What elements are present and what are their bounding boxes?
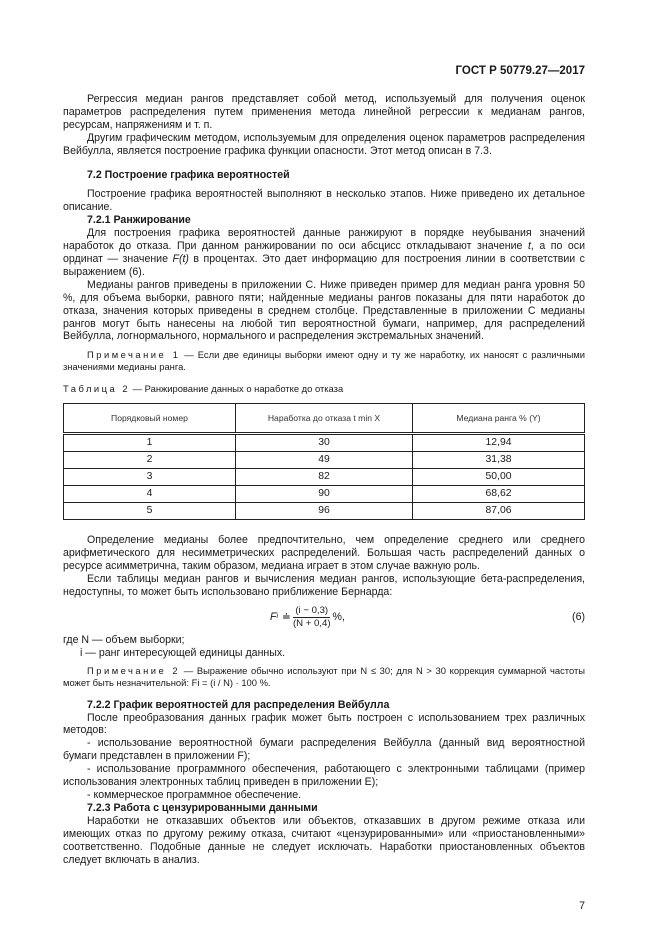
paragraph-text: Медианы рангов приведены в приложении С. Ниже приведен пример для медиан ранга уровня 50 %, для объема выборки, равного пяти; найденные медианы рангов показаны для пяти наработок до отказа, значения которых приведены в среднем столбце. Представленные в приложении С медианы рангов могут быть нанесены на любой тип вероятностной бумаги, например, для распределений Вейбулла, логнормального, нормального и распределения экстремальных значений.: [63, 278, 585, 343]
list-item-text: - использование программного обеспечения, работающего с электронными таблицами (пример использования электронных таблиц приведен в приложении Е);: [63, 763, 585, 789]
cell: 96: [235, 503, 412, 520]
subsection-heading: 7.2.3 Работа с цензурированными данными: [87, 801, 318, 814]
column-header: Порядковый номер: [64, 404, 236, 434]
formula-relation: ≐: [282, 610, 291, 623]
column-header: Наработка до отказа t min X: [235, 404, 412, 434]
formula-fraction: [293, 605, 331, 630]
cell: 87,06: [413, 503, 585, 520]
formula: [270, 605, 345, 630]
paragraph: [63, 93, 585, 132]
paragraph-text: [63, 227, 585, 279]
note: [63, 665, 585, 689]
table-title: — Ранжирование данных о наработке до отказа: [130, 383, 344, 395]
list-item-text: - коммерческое программное обеспечение.: [87, 789, 302, 801]
note-label: Примечание 1: [87, 349, 181, 361]
text: t: [527, 240, 531, 253]
data-table: [63, 403, 585, 520]
formula-suffix: %,: [332, 610, 345, 623]
table-header-row: [64, 404, 585, 434]
paragraph: [63, 279, 585, 344]
where-line: где N — объем выборки;: [63, 633, 185, 646]
paragraph: [63, 712, 585, 738]
table-row: [64, 434, 585, 452]
text: F(t): [172, 252, 189, 265]
table-row: [64, 503, 585, 520]
formula-subscript: i: [276, 612, 279, 620]
paragraph-text: Регрессия медиан рангов представляет собой метод, используемый для получения оценок параметров распределения путем применения метода линейной регрессии к медианам рангов, ресурсам, напряжениям и т. п.: [63, 93, 585, 131]
paragraph-text: Определение медианы более предпочтительно, чем определение среднего или среднего арифметического для несимметрических распределений. Большая часть распределений данных о ресурсе асимметрична, таким образом, медиана играет в этом случае важную роль.: [63, 534, 585, 573]
table-row: [64, 452, 585, 469]
subsection-heading: 7.2.1 Ранжирование: [87, 214, 191, 227]
table-label: Таблица 2: [63, 383, 131, 395]
section-heading: 7.2 Построение графика вероятностей: [87, 168, 290, 181]
list-item: [63, 737, 585, 763]
text: , а по оси ординат — значение: [63, 240, 585, 265]
paragraph-text: Наработки не отказавших объектов или объектов, отказавших в другом режиме отказа или имеющих отказ по другому режиму отказа, считают «цензурированными» или «приостановленными» соответственно. Подобные данные не следует исключать. Наработки приостановленных объектов следует включать в анализ.: [63, 814, 585, 866]
table-container: [63, 403, 585, 520]
text: в процентах. Это дает информацию для построения линии в соответствии с выражением (6).: [63, 252, 585, 278]
numerator: (i − 0,3): [295, 604, 329, 616]
cell: 5: [64, 503, 236, 520]
paragraph: [63, 815, 585, 867]
cell: 31,38: [413, 452, 585, 469]
cell: 49: [235, 452, 412, 469]
cell: 12,94: [413, 434, 585, 452]
paragraph-text: Если таблицы медиан рангов и вычисления медиан рангов, использующие бета-распределения, недоступны, то может быть использовано приближение Бернарда:: [63, 573, 585, 598]
text: Для построения графика вероятностей данные ранжируют в порядке неубывания значений наработок до отказа. При данном ранжировании по оси абсцисс откладывают значение: [63, 227, 585, 253]
cell: 3: [64, 469, 236, 486]
list-item: [63, 789, 585, 802]
list-item-text: - использование вероятностной бумаги распределения Вейбулла (данный вид вероятностной бумаги представлен в приложении F);: [63, 737, 585, 763]
text: — Выражение обычно используют при N ≤ 30; для N > 30 коррекция суммарной частоты может быть незначительной: Fi = (i / N) · 100 %.: [63, 664, 585, 688]
list-item: [63, 763, 585, 789]
document-body: [63, 93, 585, 913]
cell: 82: [235, 469, 412, 486]
note-label: Примечание 2: [87, 664, 181, 676]
formula-lhs: F: [270, 610, 277, 623]
cell: 1: [64, 434, 236, 452]
cell: 90: [235, 486, 412, 503]
paragraph: [63, 573, 585, 599]
note-text: [63, 665, 585, 689]
paragraph-text: Построение графика вероятностей выполняют в несколько этапов. Ниже приведено их детальное описание.: [63, 188, 585, 214]
cell: 30: [235, 434, 412, 452]
table-caption: [63, 383, 585, 395]
cell: 68,62: [413, 486, 585, 503]
note: [63, 349, 585, 373]
denominator: (N + 0,4): [292, 617, 331, 629]
formula-row: [63, 605, 585, 630]
subsection-heading: 7.2.2 График вероятностей для распределения Вейбулла: [87, 698, 390, 711]
paragraph: [63, 132, 585, 158]
column-header: Медиана ранга % (Y): [413, 404, 585, 434]
cell: 50,00: [413, 469, 585, 486]
cell: 2: [64, 452, 236, 469]
cell: 4: [64, 486, 236, 503]
paragraph: [63, 188, 585, 214]
page-number: 7: [579, 900, 585, 913]
table-row: [64, 486, 585, 503]
paragraph: [63, 227, 585, 279]
where-line: i — ранг интересующей единицы данных.: [80, 646, 286, 659]
document-header: ГОСТ Р 50779.27—2017: [455, 65, 585, 77]
paragraph: [63, 534, 585, 573]
paragraph-text: После преобразования данных график может быть построен с использованием трех различных методов:: [63, 711, 585, 737]
note-text: [63, 349, 585, 373]
equation-number: (6): [572, 610, 585, 623]
text: — Если две единицы выборки имеют одну и ту же наработку, их наносят с различными значениями медианы ранга.: [63, 349, 585, 373]
paragraph-text: Другим графическим методом, используемым для определения оценок параметров распределения Вейбулла, является построение графика функции опасности. Этот метод описан в 7.3.: [63, 131, 585, 157]
table-row: [64, 469, 585, 486]
